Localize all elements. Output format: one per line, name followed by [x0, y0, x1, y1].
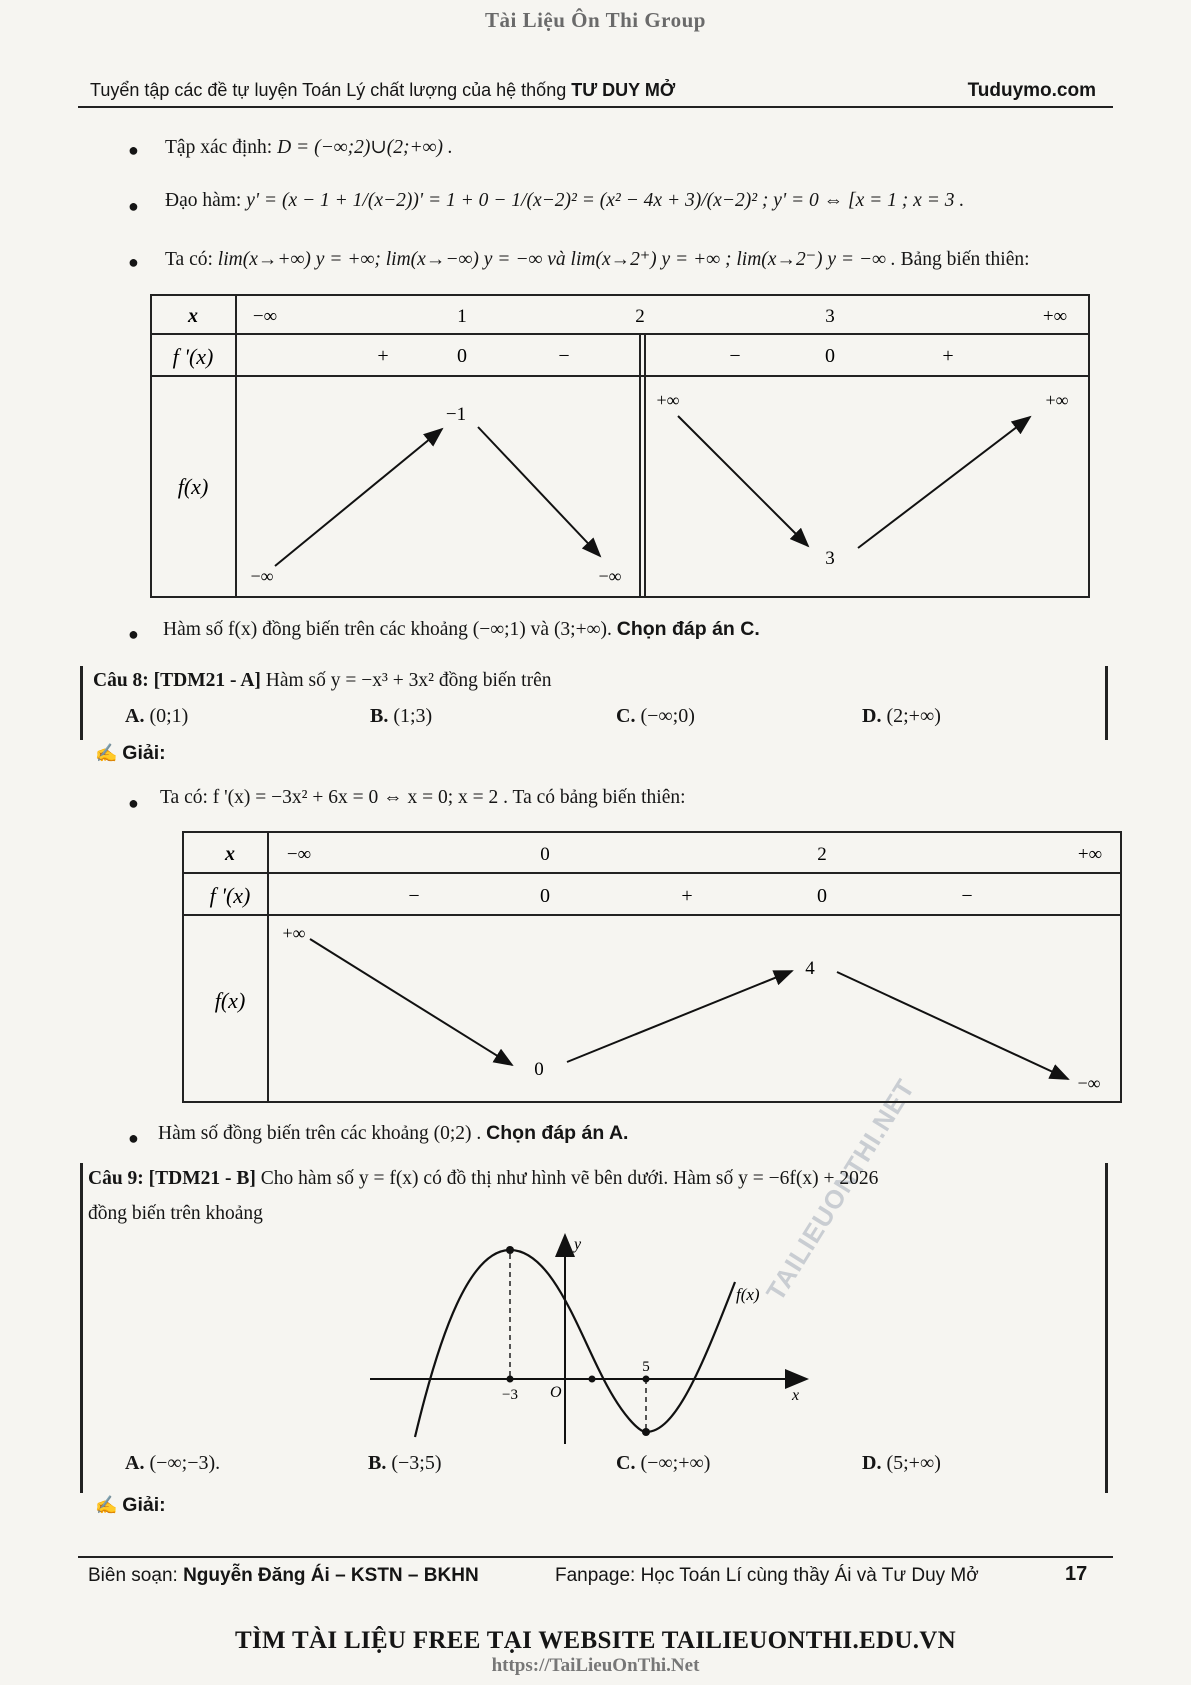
bullet: ●	[128, 252, 139, 272]
f-value: −∞	[1077, 1073, 1101, 1093]
author-name: Nguyễn Đăng Ái – KSTN – BKHN	[183, 1565, 479, 1586]
footer-author	[88, 1565, 479, 1587]
tick-label: −3	[502, 1387, 518, 1403]
increase-arrow	[858, 417, 1030, 548]
x-value: 3	[825, 306, 835, 327]
origin-label: O	[550, 1384, 562, 1401]
q8-solution-label: Giải:	[122, 742, 166, 764]
bullet: ●	[128, 1128, 139, 1148]
decrease-arrow	[478, 427, 600, 556]
q9-option-a[interactable]: A. (−∞;−3).	[125, 1452, 221, 1474]
tick-label: 5	[642, 1359, 650, 1375]
f-value: +∞	[1045, 390, 1069, 410]
row-label-x: x	[225, 843, 235, 865]
bullet: ●	[128, 793, 139, 813]
footer-rule	[78, 1556, 1113, 1558]
variation-table-q7	[150, 294, 1090, 598]
derivative-line	[165, 190, 964, 212]
q9-graph	[360, 1232, 820, 1454]
q9-stem: Cho hàm số y = f(x) có đồ thị như hình vẽ bên dưới. Hàm số y = −6f(x) + 2026	[260, 1168, 879, 1189]
series-title	[90, 80, 675, 101]
decrease-arrow	[310, 939, 512, 1065]
decrease-arrow	[837, 972, 1068, 1079]
q7-conclusion-text: Hàm số f(x) đồng biến trên các khoảng (−∞;1) và (3;+∞).	[163, 619, 612, 640]
f-value: 4	[805, 958, 815, 979]
q7-conclusion	[163, 618, 760, 641]
q8-option-a[interactable]: A. (0;1)	[125, 705, 189, 727]
domain-value: D = (−∞;2)∪(2;+∞) .	[277, 137, 453, 158]
x-value: −∞	[252, 306, 278, 327]
limits-value: lim(x→+∞) y = +∞; lim(x→−∞) y = −∞ và lim(x→2⁺) y = +∞ ; lim(x→2⁻) y = −∞ .	[217, 249, 896, 270]
x-value: −∞	[286, 844, 312, 865]
f-value: +∞	[656, 390, 680, 410]
q9-stem-line2: đồng biến trên khoảng	[88, 1203, 263, 1224]
pencil-icon: ✍	[95, 743, 118, 763]
watermark: TAILIEUONTHI.NET	[760, 1073, 921, 1306]
q8-stem: Hàm số y = −x³ + 3x² đồng biến trên	[265, 670, 552, 691]
f-value: −∞	[598, 566, 622, 586]
row-label-fp: f '(x)	[172, 344, 214, 369]
axis-point	[589, 1376, 596, 1383]
x-axis-label: x	[792, 1387, 800, 1404]
limits-line	[165, 247, 1030, 271]
q7-answer: Chọn đáp án C.	[616, 618, 760, 640]
curve-label: f(x)	[736, 1285, 760, 1304]
q8-conclusion-text: Hàm số đồng biến trên các khoảng (0;2) .	[158, 1123, 482, 1144]
variation-table-q8	[182, 831, 1122, 1103]
max-point	[506, 1246, 514, 1254]
fp-sign: +	[942, 345, 954, 367]
top-brand: Tài Liệu Ôn Thi Group	[485, 8, 706, 32]
fp-sign: 0	[457, 345, 467, 367]
fp-sign: 0	[825, 345, 835, 367]
bullet: ●	[128, 196, 139, 216]
y-axis-label: y	[574, 1236, 582, 1253]
fp-sign: +	[377, 345, 389, 367]
q8-label: Câu 8:	[93, 670, 149, 691]
q8-answer: Chọn đáp án A.	[486, 1122, 629, 1144]
f-value: 3	[825, 548, 835, 569]
page-number: 17	[1065, 1563, 1088, 1585]
x-value: 0	[540, 844, 550, 865]
q9-option-c[interactable]: C. (−∞;+∞)	[616, 1452, 711, 1474]
domain-line	[165, 135, 453, 159]
header-rule	[78, 106, 1113, 108]
x-value: 1	[457, 306, 467, 327]
f-value: +∞	[282, 923, 306, 943]
fp-sign: −	[408, 885, 420, 907]
fp-sign: 0	[817, 885, 827, 907]
axis-point	[507, 1376, 514, 1383]
author-prefix: Biên soạn:	[88, 1565, 178, 1586]
fp-sign: −	[729, 345, 741, 367]
q9-tag: [TDM21 - B]	[148, 1168, 256, 1189]
bottom-banner: TÌM TÀI LIỆU FREE TẠI WEBSITE TAILIEUONTHI.EDU.VN	[235, 1627, 956, 1654]
row-label-fp: f '(x)	[209, 883, 251, 908]
derivative-label: Đạo hàm:	[165, 190, 242, 211]
f-value: −1	[445, 404, 467, 425]
site-name: Tuduymo.com	[967, 80, 1096, 101]
x-value: 2	[635, 306, 645, 327]
q8-step1: Ta có: f '(x) = −3x² + 6x = 0 ⇔ x = 0; x = 2 . Ta có bảng biến thiên:	[160, 787, 686, 808]
f-value: 0	[534, 1059, 544, 1080]
increase-arrow	[567, 971, 792, 1062]
axis-point	[643, 1376, 650, 1383]
series-title-brand: TƯ DUY MỞ	[571, 80, 676, 100]
f-value: −∞	[250, 566, 274, 586]
decrease-arrow	[678, 416, 808, 546]
q9-label: Câu 9:	[88, 1168, 144, 1189]
table-caption: Bảng biến thiên:	[900, 249, 1030, 270]
q9-option-b[interactable]: B. (−3;5)	[368, 1452, 442, 1474]
bullet: ●	[128, 140, 139, 160]
q8-option-d[interactable]: D. (2;+∞)	[862, 705, 941, 727]
pencil-icon: ✍	[95, 1495, 118, 1515]
row-label-x: x	[188, 305, 198, 327]
q8-conclusion	[158, 1122, 628, 1145]
q9-solution-label: Giải:	[122, 1494, 166, 1516]
function-curve	[415, 1250, 735, 1437]
min-point	[642, 1428, 650, 1436]
q9-stem-line1	[88, 1168, 878, 1190]
q8-option-b[interactable]: B. (1;3)	[370, 705, 433, 727]
series-title-prefix: Tuyển tập các đề tự luyện Toán Lý chất lượng của hệ thống	[90, 80, 567, 100]
domain-label: Tập xác định:	[165, 137, 273, 158]
row-label-f: f(x)	[214, 988, 246, 1013]
footer-fanpage: Fanpage: Học Toán Lí cùng thầy Ái và Tư Duy Mở	[555, 1565, 979, 1586]
fp-sign: +	[681, 885, 693, 907]
limits-label: Ta có:	[165, 249, 213, 270]
fp-sign: −	[558, 345, 570, 367]
increase-arrow	[275, 429, 442, 566]
x-value: 2	[817, 844, 827, 865]
x-value: +∞	[1077, 844, 1103, 865]
q8-tag: [TDM21 - A]	[153, 670, 261, 691]
x-value: +∞	[1042, 306, 1068, 327]
q8-solution-heading	[95, 742, 166, 765]
bullet: ●	[128, 624, 139, 644]
q8-option-c[interactable]: C. (−∞;0)	[616, 705, 695, 727]
bottom-url[interactable]: https://TaiLieuOnThi.Net	[491, 1655, 700, 1676]
row-label-f: f(x)	[177, 474, 209, 499]
q9-option-d[interactable]: D. (5;+∞)	[862, 1452, 941, 1474]
q9-solution-heading	[95, 1494, 166, 1517]
fp-sign: −	[961, 885, 973, 907]
q8-stem-line	[93, 670, 551, 692]
fp-sign: 0	[540, 885, 550, 907]
derivative-value: y' = (x − 1 + 1/(x−2))' = 1 + 0 − 1/(x−2)² = (x² − 4x + 3)/(x−2)² ; y' = 0 ⇔ [x = 1 ; x = 3 .	[246, 190, 965, 211]
